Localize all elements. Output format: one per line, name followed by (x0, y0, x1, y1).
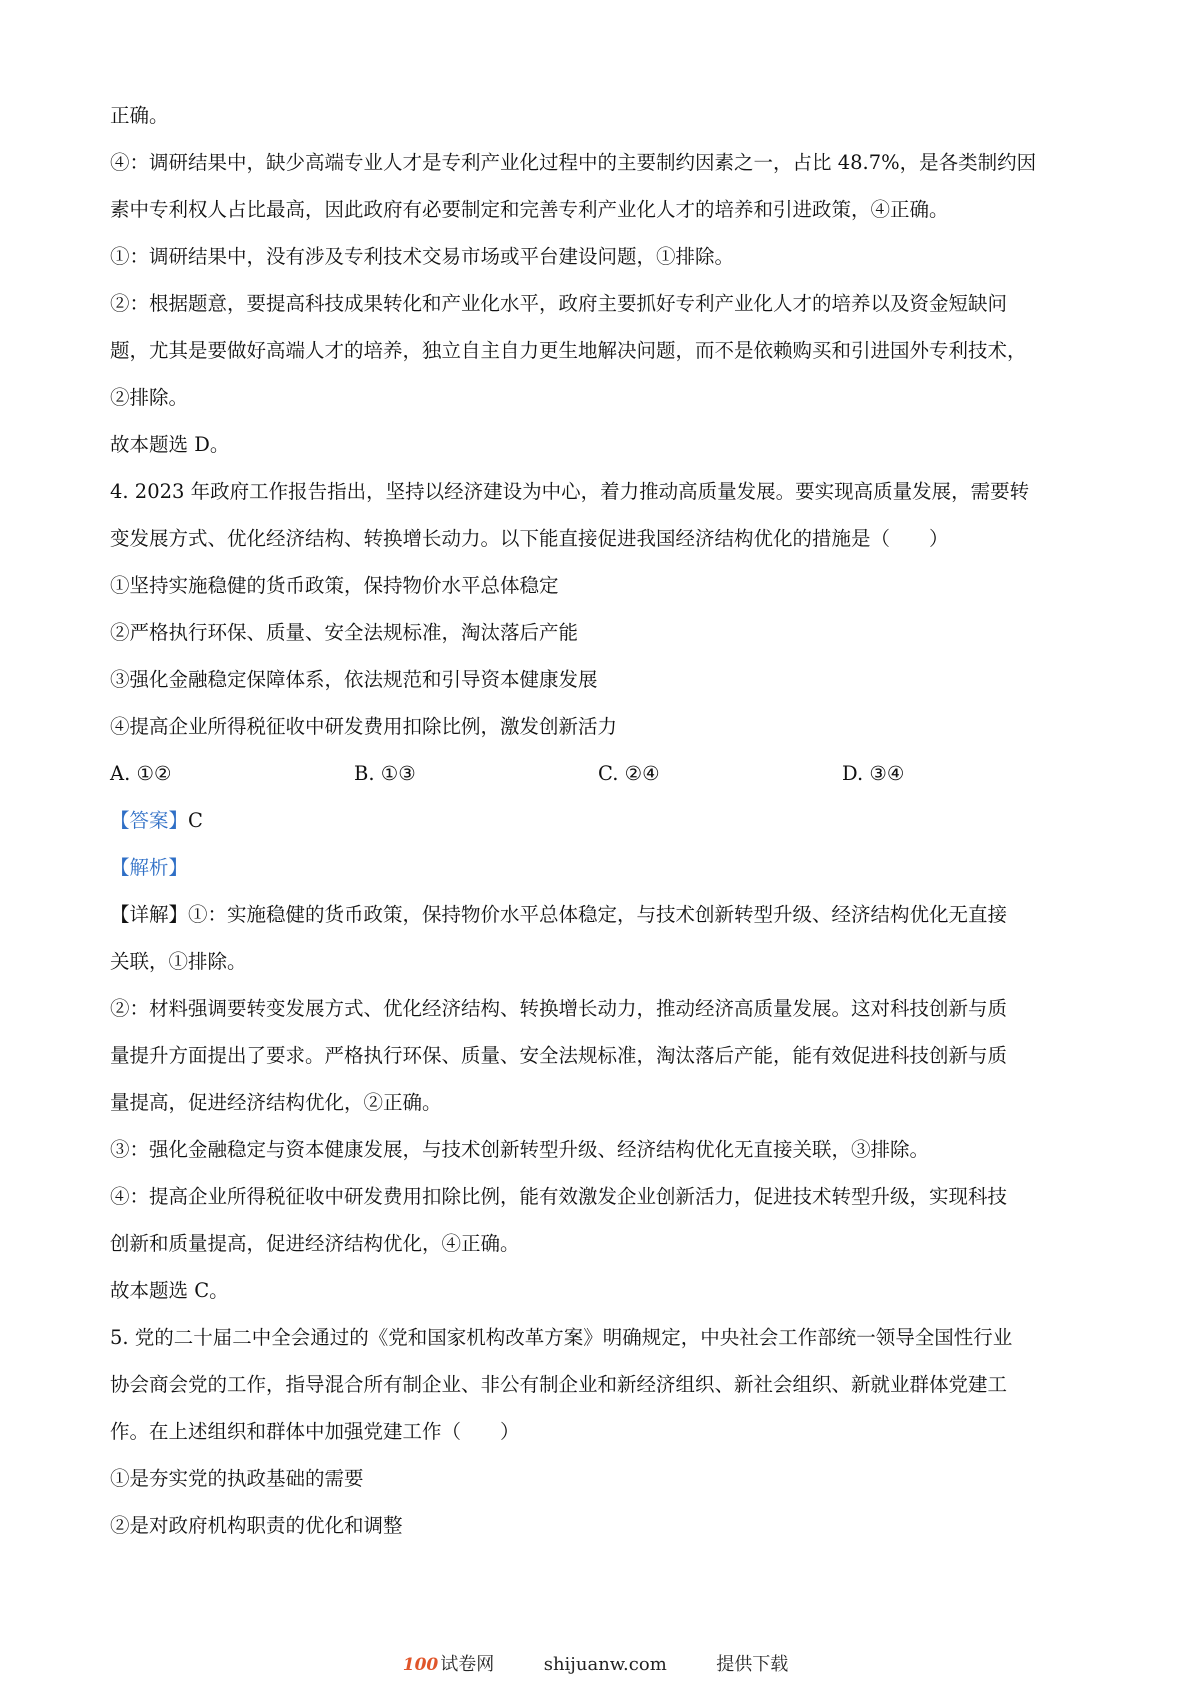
text-line: ②排除。 (110, 386, 189, 409)
text-line: 量提升方面提出了要求。严格执行环保、质量、安全法规标准，淘汰落后产能，能有效促进科技创新与质 (110, 1044, 1008, 1067)
question-4-stem: 4. 2023 年政府工作报告指出，坚持以经济建设为中心，着力推动高质量发展。要实现高质量发展，需要转 (110, 480, 1030, 503)
text-line: 题，尤其是要做好高端人才的培养，独立自主自力更生地解决问题，而不是依赖购买和引进国外专利技术， (110, 339, 1027, 362)
text-line: ②：材料强调要转变发展方式、优化经济结构、转换增长动力，推动经济高质量发展。这对科技创新与质 (110, 997, 1008, 1020)
text-line: 创新和质量提高，促进经济结构优化，④正确。 (110, 1232, 520, 1255)
text-line: ④：提高企业所得税征收中研发费用扣除比例，能有效激发企业创新活力，促进技术转型升级，实现科技 (110, 1185, 1008, 1208)
text-line: 关联，①排除。 (110, 950, 247, 973)
question-4-statement: ①坚持实施稳健的货币政策，保持物价水平总体稳定 (110, 574, 559, 597)
text-line: 故本题选 C。 (110, 1279, 229, 1302)
question-4-stem: 变发展方式、优化经济结构、转换增长动力。以下能直接促进我国经济结构优化的措施是（ ） (110, 527, 949, 550)
text-line: ②：根据题意，要提高科技成果转化和产业化水平，政府主要抓好专利产业化人才的培养以及资金短缺问 (110, 292, 1008, 315)
document-body (110, 92, 1090, 1549)
question-4-statement: ②严格执行环保、质量、安全法规标准，淘汰落后产能 (110, 621, 579, 644)
question-4-options (110, 750, 1090, 797)
section-part2 (110, 938, 1090, 1549)
question-5-stem: 5. 党的二十届二中全会通过的《党和国家机构改革方案》明确规定，中央社会工作部统一领导全国性行业 (110, 1326, 1013, 1349)
analysis-tag: 【解析】 (110, 856, 189, 879)
section-part1 (110, 92, 1090, 750)
question-5-statement: ②是对政府机构职责的优化和调整 (110, 1514, 403, 1537)
question-4-statement: ④提高企业所得税征收中研发费用扣除比例，激发创新活力 (110, 715, 618, 738)
download-note: 提供下载 (716, 1654, 789, 1675)
answer-value: C (188, 809, 203, 832)
detail-text: ①：实施稳健的货币政策，保持物价水平总体稳定，与技术创新转型升级、经济结构优化无直接 (188, 903, 1008, 926)
question-4-statement: ③强化金融稳定保障体系，依法规范和引导资本健康发展 (110, 668, 598, 691)
question-5-stem: 协会商会党的工作，指导混合所有制企业、非公有制企业和新经济组织、新社会组织、新就业群体党建工 (110, 1373, 1008, 1396)
question-5-statement: ①是夯实党的执政基础的需要 (110, 1467, 364, 1490)
option-b: B. ①③ (354, 762, 416, 785)
analysis-line (110, 844, 1090, 891)
site-url[interactable]: shijuanw.com (543, 1654, 667, 1675)
option-d: D. ③④ (842, 762, 905, 785)
page-footer (0, 1650, 1191, 1676)
detail-line (110, 891, 1090, 938)
text-line: 正确。 (110, 104, 169, 127)
text-line: 故本题选 D。 (110, 433, 230, 456)
text-line: 量提高，促进经济结构优化，②正确。 (110, 1091, 442, 1114)
option-c: C. ②④ (598, 762, 660, 785)
site-logo-icon: 100 (402, 1655, 439, 1675)
text-line: ①：调研结果中，没有涉及专利技术交易市场或平台建设问题，①排除。 (110, 245, 735, 268)
answer-line (110, 797, 1090, 844)
option-a: A. ①② (110, 762, 172, 785)
detail-tag: 【详解】 (110, 903, 189, 926)
text-line: ④：调研结果中，缺少高端专业人才是专利产业化过程中的主要制约因素之一，占比 48.7%，是各类制约因 (110, 151, 1037, 174)
question-5-stem: 作。在上述组织和群体中加强党建工作（ ） (110, 1420, 520, 1443)
text-line: 素中专利权人占比最高，因此政府有必要制定和完善专利产业化人才的培养和引进政策，④正确。 (110, 198, 949, 221)
text-line: ③：强化金融稳定与资本健康发展，与技术创新转型升级、经济结构优化无直接关联，③排除。 (110, 1138, 930, 1161)
site-logo-text: 试卷网 (440, 1654, 495, 1675)
answer-tag: 【答案】 (110, 809, 189, 832)
